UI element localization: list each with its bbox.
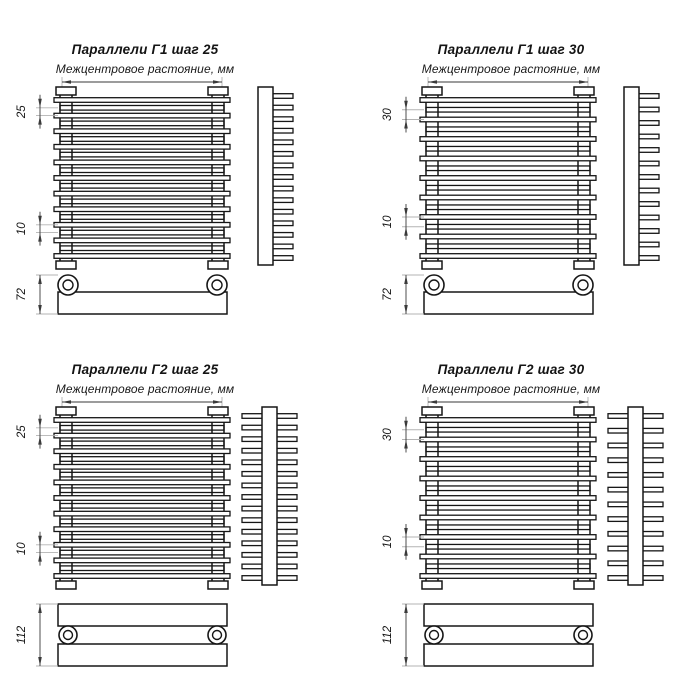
side-tube-tooth [638,134,659,139]
tube [54,574,230,579]
depth-dimension-label: 72 [382,288,394,301]
side-tube-tooth [272,128,293,133]
side-tube-tooth [242,472,263,477]
tube [426,107,590,112]
side-tube-tooth [608,487,629,492]
dimension-arrow [38,604,42,613]
side-tube-tooth [276,506,297,511]
side-tube-tooth [272,221,293,226]
tube [54,207,230,212]
side-tube-tooth [608,414,629,419]
side-tube-tooth [608,561,629,566]
side-tube-tooth [608,546,629,551]
side-tube-tooth [272,140,293,145]
side-tube-tooth [242,506,263,511]
depth-dimension [16,275,58,314]
side-tube-tooth [272,152,293,157]
dimension-arrow [38,436,42,445]
side-tube-tooth [276,448,297,453]
side-view [608,407,663,585]
tube [54,543,230,548]
tube [54,145,230,150]
side-view [624,87,659,265]
bottom-view [58,275,227,314]
technical-drawing-g2-step30 [366,320,700,700]
tube [54,418,230,423]
dimension-arrow [404,528,408,537]
pair-dimension [16,212,58,246]
dimension-arrow [404,305,408,314]
tube [426,466,590,471]
tube [54,176,230,181]
pair-dimension [16,532,58,566]
tube [420,156,596,161]
tube [54,191,230,196]
dimension-arrow [38,99,42,108]
side-tube-tooth [276,553,297,558]
step-dimension-label: 30 [382,428,394,442]
tube [426,244,590,249]
side-tube-tooth [642,517,663,522]
center-distance-label: Межцентровое растояние, мм [55,382,235,396]
drawing-title: Параллели Г1 шаг 25 [71,42,219,57]
tube [54,511,230,516]
dimension-arrow [404,227,408,236]
side-view [242,407,297,585]
tube [60,137,224,142]
dimension-arrow [38,419,42,428]
side-tube-tooth [608,502,629,507]
tube [54,98,230,103]
side-tube-tooth [272,105,293,110]
side-tube-tooth [642,546,663,551]
collector-cap [56,581,76,589]
tube [420,254,596,259]
collector-cap [56,261,76,269]
bottom-view [424,275,593,314]
side-tube-tooth [242,553,263,558]
step-dimension [382,97,424,133]
tube [426,447,590,452]
side-tube-tooth [272,198,293,203]
tube [60,106,224,111]
dimension-arrow [404,208,408,217]
side-tube-tooth [638,215,659,220]
center-distance-dimension [428,397,588,410]
side-collector-bar [258,87,273,265]
side-tube-tooth [272,209,293,214]
pair-dimension-label: 10 [16,222,28,236]
side-tube-tooth [272,175,293,180]
tubes-front-row [54,98,230,259]
side-tube-tooth [272,256,293,261]
collector-pipe-bore [213,631,222,640]
side-tube-tooth [608,532,629,537]
dimension-arrow [213,400,222,404]
collector-cap [574,581,594,589]
side-tube-tooth [276,529,297,534]
collector-cap [574,261,594,269]
tube [426,525,590,530]
side-tube-tooth [638,121,659,126]
side-tube-tooth [638,242,659,247]
tube [60,535,224,540]
pair-dimension-label: 10 [382,535,394,549]
dimension-arrow [579,80,588,84]
tube [426,544,590,549]
tube [60,550,224,555]
side-tube-tooth [272,94,293,99]
depth-dimension-label: 72 [16,288,28,301]
dimension-arrow [404,657,408,666]
dimension-arrow [579,400,588,404]
side-view [258,87,293,265]
tube [60,121,224,126]
side-tube-tooth [642,532,663,537]
tube [60,457,224,462]
tube [420,437,596,442]
center-distance-dimension [62,397,222,410]
tube [54,433,230,438]
side-tube-tooth [608,517,629,522]
tube [60,199,224,204]
center-distance-label: Межцентровое растояние, мм [421,382,601,396]
quadrant-g1-step30 [366,0,700,318]
dimension-arrow [404,604,408,613]
side-tube-tooth [276,437,297,442]
drawing-title: Параллели Г2 шаг 25 [71,362,219,377]
side-tube-tooth [608,428,629,433]
side-tube-tooth [638,94,659,99]
tube [420,176,596,181]
step-dimension-label: 25 [16,105,28,119]
dimension-arrow [404,421,408,430]
tube-row-profile [58,604,227,626]
side-tube-tooth [642,473,663,478]
collector-cap [56,87,76,95]
pair-dimension-label: 10 [16,542,28,556]
step-dimension-label: 30 [382,108,394,122]
tube [420,476,596,481]
center-distance-label: Межцентровое растояние, мм [55,62,235,76]
tube [420,117,596,122]
center-distance-dimension [62,77,222,90]
tube [54,129,230,134]
technical-drawing-g2-step25 [0,320,334,700]
collector-pipe-bore [429,280,439,290]
step-dimension [16,415,58,449]
dimension-arrow [38,275,42,284]
tubes-front-row [420,98,596,259]
drawing-title: Параллели Г1 шаг 30 [437,42,585,57]
side-tube-tooth [276,541,297,546]
dimension-arrow [62,80,71,84]
collector-pipe-bore [63,280,73,290]
side-tube-tooth [608,576,629,581]
center-distance-dimension [428,77,588,90]
tube [420,535,596,540]
tubes-front-row [54,418,230,579]
tube [60,184,224,189]
collector-pipe-bore [64,631,73,640]
dimension-arrow [38,233,42,242]
side-collector-bar [624,87,639,265]
side-tube-tooth [638,148,659,153]
side-tube-tooth [242,576,263,581]
tube [54,254,230,259]
tube [54,160,230,165]
side-tube-tooth [642,414,663,419]
side-tube-tooth [638,188,659,193]
side-tube-tooth [642,561,663,566]
tube-row-profile [424,292,593,314]
tube [420,574,596,579]
dimension-arrow [62,400,71,404]
side-tube-tooth [242,529,263,534]
front-view [54,407,230,589]
step-dimension [16,95,58,129]
tube [60,246,224,251]
side-tube-tooth [272,163,293,168]
tube [426,224,590,229]
side-tube-tooth [276,495,297,500]
side-tube-tooth [638,175,659,180]
pair-dimension [382,524,424,560]
collector-cap [208,581,228,589]
side-tube-tooth [608,443,629,448]
tube [420,215,596,220]
tube [420,137,596,142]
side-tube-tooth [272,117,293,122]
tube [60,230,224,235]
front-view [420,407,596,589]
tube [60,519,224,524]
collector-cap [208,407,228,415]
side-tube-tooth [642,502,663,507]
side-tube-tooth [638,229,659,234]
tube [426,427,590,432]
side-tube-tooth [638,161,659,166]
dimension-arrow [404,120,408,129]
tube [60,152,224,157]
pair-dimension [382,204,424,240]
collector-cap [574,87,594,95]
front-view [54,87,230,269]
depth-dimension-label: 112 [16,625,28,645]
tube [54,496,230,501]
tube-row-profile [58,292,227,314]
tube [60,488,224,493]
tube [420,496,596,501]
tube [54,113,230,118]
tube [426,166,590,171]
collector-pipe-bore [579,631,588,640]
tube [60,168,224,173]
side-tube-tooth [608,458,629,463]
tube [420,98,596,103]
collector-pipe-bore [578,280,588,290]
dimension-arrow [38,553,42,562]
tube [426,185,590,190]
tube [60,504,224,509]
tube-row-profile [58,644,227,666]
side-tube-tooth [276,483,297,488]
collector-cap [208,87,228,95]
tube [60,566,224,571]
dimension-arrow [404,275,408,284]
tube [54,223,230,228]
pair-dimension-label: 10 [382,215,394,229]
tube [60,426,224,431]
side-tube-tooth [642,428,663,433]
tube [426,505,590,510]
dimension-arrow [213,80,222,84]
side-tube-tooth [642,576,663,581]
side-tube-tooth [272,186,293,191]
side-tube-tooth [272,244,293,249]
bottom-view [58,604,227,666]
tube [420,554,596,559]
side-tube-tooth [642,487,663,492]
collector-cap [208,261,228,269]
quadrant-g1-step25 [0,0,334,318]
side-tube-tooth [638,256,659,261]
side-tube-tooth [276,414,297,419]
step-dimension [382,417,424,453]
tube-row-profile [424,644,593,666]
tube [426,486,590,491]
dimension-arrow [428,400,437,404]
side-tube-tooth [276,425,297,430]
tube [426,564,590,569]
collector-cap [422,581,442,589]
tubes-front-row [420,418,596,579]
side-tube-tooth [642,443,663,448]
tube [420,418,596,423]
dimension-arrow [404,440,408,449]
collector-cap [422,407,442,415]
tube [54,527,230,532]
tube [420,457,596,462]
side-collector-bar [628,407,643,585]
quadrant-g2-step25 [0,320,334,700]
tube [60,215,224,220]
side-tube-tooth [276,576,297,581]
side-tube-tooth [242,483,263,488]
tube [420,195,596,200]
side-tube-tooth [242,518,263,523]
dimension-arrow [404,547,408,556]
dimension-arrow [428,80,437,84]
side-tube-tooth [242,564,263,569]
tube [426,146,590,151]
front-view [420,87,596,269]
tube [420,234,596,239]
side-tube-tooth [276,472,297,477]
side-tube-tooth [608,473,629,478]
side-tube-tooth [242,414,263,419]
tube [54,238,230,243]
collector-cap [422,87,442,95]
side-tube-tooth [276,518,297,523]
collector-cap [574,407,594,415]
side-tube-tooth [276,564,297,569]
depth-dimension [382,275,424,314]
depth-dimension [16,604,58,666]
side-tube-tooth [272,233,293,238]
side-tube-tooth [638,107,659,112]
side-tube-tooth [242,541,263,546]
side-tube-tooth [276,460,297,465]
side-tube-tooth [242,437,263,442]
step-dimension-label: 25 [16,425,28,439]
collector-cap [56,407,76,415]
side-tube-tooth [242,448,263,453]
collector-cap [422,261,442,269]
side-collector-bar [262,407,277,585]
dimension-arrow [38,116,42,125]
tube [54,449,230,454]
tube [60,441,224,446]
side-tube-tooth [642,458,663,463]
tube [54,480,230,485]
side-tube-tooth [638,202,659,207]
depth-dimension [382,604,424,666]
tube-row-profile [424,604,593,626]
side-tube-tooth [242,495,263,500]
collector-pipe-bore [212,280,222,290]
tube [420,515,596,520]
tube [426,205,590,210]
dimension-arrow [38,536,42,545]
tube [60,472,224,477]
side-tube-tooth [242,460,263,465]
tube [54,465,230,470]
drawing-title: Параллели Г2 шаг 30 [437,362,585,377]
dimension-arrow [38,305,42,314]
tube [426,127,590,132]
dimension-arrow [38,216,42,225]
quadrant-g2-step30 [366,320,700,700]
depth-dimension-label: 112 [382,625,394,645]
side-tube-tooth [242,425,263,430]
tube [54,558,230,563]
dimension-arrow [38,657,42,666]
center-distance-label: Межцентровое растояние, мм [421,62,601,76]
dimension-arrow [404,101,408,110]
collector-pipe-bore [430,631,439,640]
bottom-view [424,604,593,666]
